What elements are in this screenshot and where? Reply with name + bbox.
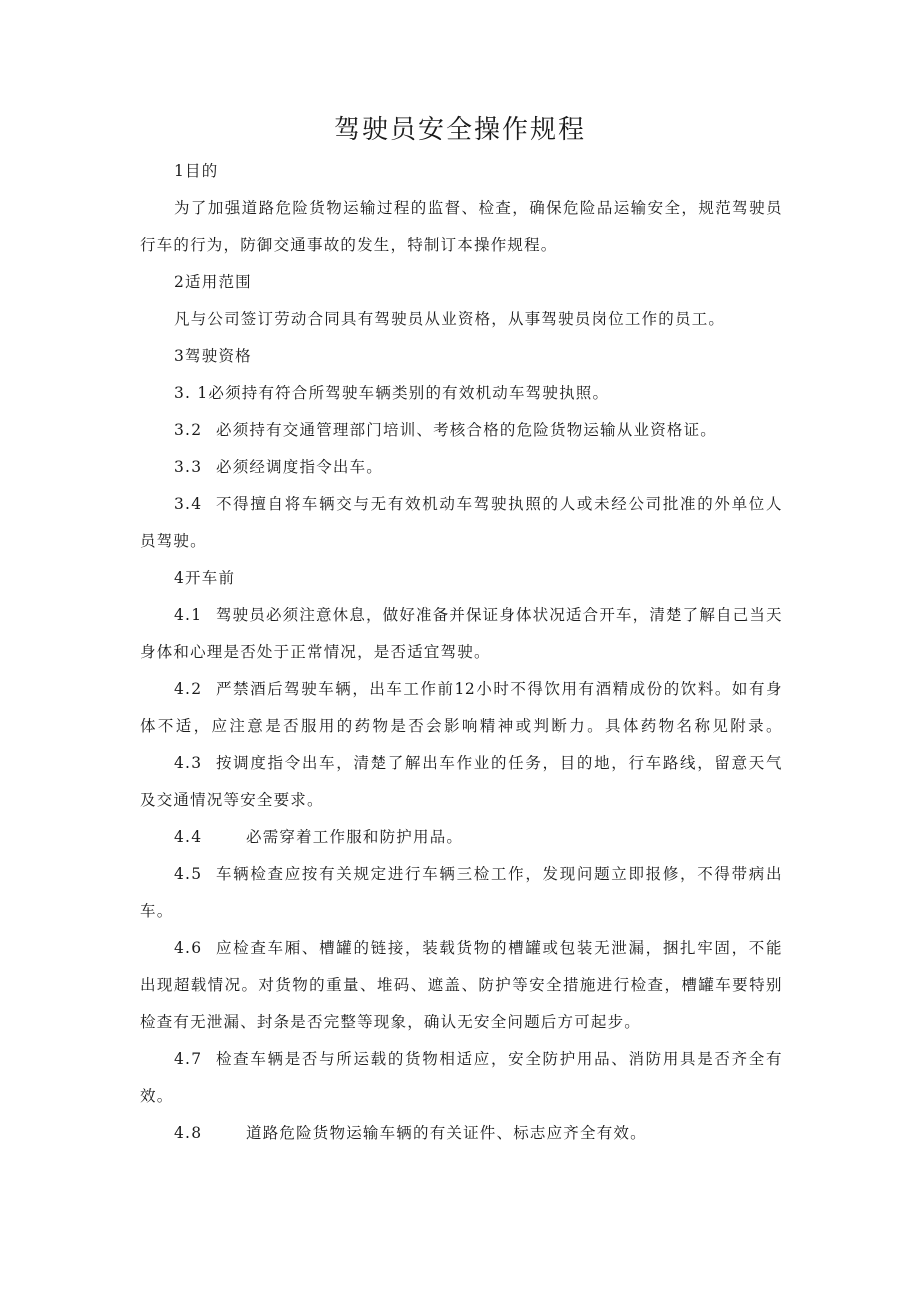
list-item-number: 3.4: [174, 495, 203, 513]
list-item-number: 3.2: [174, 421, 203, 439]
list-item-number: 4.5: [174, 865, 203, 883]
section-heading-scope: 2适用范围: [174, 273, 252, 291]
list-item: 车。: [140, 902, 174, 920]
page-title: 驾驶员安全操作规程: [333, 115, 586, 145]
list-item: 道路危险货物运输车辆的有关证件、标志应齐全有效。: [246, 1124, 647, 1142]
list-item-number: 4.3: [174, 754, 203, 772]
list-item: 检查有无泄漏、封条是否完整等现象，确认无安全问题后方可起步。: [140, 1013, 642, 1031]
section-heading-purpose: 1目的: [174, 162, 219, 180]
list-item: 3. 1必须持有符合所驾驶车辆类别的有效机动车驾驶执照。: [174, 384, 610, 402]
list-item-number: 4.2: [174, 680, 203, 698]
list-item: 检查车辆是否与所运载的货物相适应，安全防护用品、消防用具是否齐全有: [216, 1050, 782, 1068]
list-item: 及交通情况等安全要求。: [140, 791, 324, 809]
list-item-number: 4.8: [174, 1124, 203, 1142]
list-item: 体不适，应注意是否服用的药物是否会影响精神或判断力。具体药物名称见附录。: [140, 717, 782, 735]
list-item: 身体和心理是否处于正常情况，是否适宜驾驶。: [140, 643, 491, 661]
list-item-number: 4.4: [174, 828, 203, 846]
list-item: 效。: [140, 1087, 174, 1105]
list-item: 不得擅自将车辆交与无有效机动车驾驶执照的人或未经公司批准的外单位人: [216, 495, 782, 513]
section-heading-qualification: 3驾驶资格: [174, 347, 252, 365]
list-item: 必须持有交通管理部门培训、考核合格的危险货物运输从业资格证。: [216, 421, 718, 439]
list-item: 必需穿着工作服和防护用品。: [246, 828, 464, 846]
list-item: 车辆检查应按有关规定进行车辆三检工作，发现问题立即报修，不得带病出: [216, 865, 782, 883]
list-item: 应检查车厢、槽罐的链接，装载货物的槽罐或包装无泄漏，捆扎牢固，不能: [216, 939, 782, 957]
list-item-number: 4.6: [174, 939, 203, 957]
list-item: 出现超载情况。对货物的重量、堆码、遮盖、防护等安全措施进行检查，槽罐车要特别: [140, 976, 782, 994]
list-item: 按调度指令出车，清楚了解出车作业的任务，目的地，行车路线，留意天气: [216, 754, 782, 772]
paragraph-line: 凡与公司签订劳动合同具有驾驶员从业资格，从事驾驶员岗位工作的员工。: [174, 310, 726, 328]
section-heading-before-driving: 4开车前: [174, 569, 236, 587]
list-item-number: 4.7: [174, 1050, 203, 1068]
list-item: 员驾驶。: [140, 532, 207, 550]
list-item: 驾驶员必须注意休息，做好准备并保证身体状况适合开车，清楚了解自己当天: [216, 606, 782, 624]
list-item-number: 4.1: [174, 606, 203, 624]
list-item: 必须经调度指令出车。: [216, 458, 384, 476]
list-item-number: 3.3: [174, 458, 203, 476]
paragraph-line: 为了加强道路危险货物运输过程的监督、检查，确保危险品运输安全，规范驾驶员: [174, 199, 782, 217]
list-item: 严禁酒后驾驶车辆，出车工作前12小时不得饮用有酒精成份的饮料。如有身: [216, 680, 782, 698]
paragraph-line: 行车的行为，防御交通事故的发生，特制订本操作规程。: [140, 236, 558, 254]
